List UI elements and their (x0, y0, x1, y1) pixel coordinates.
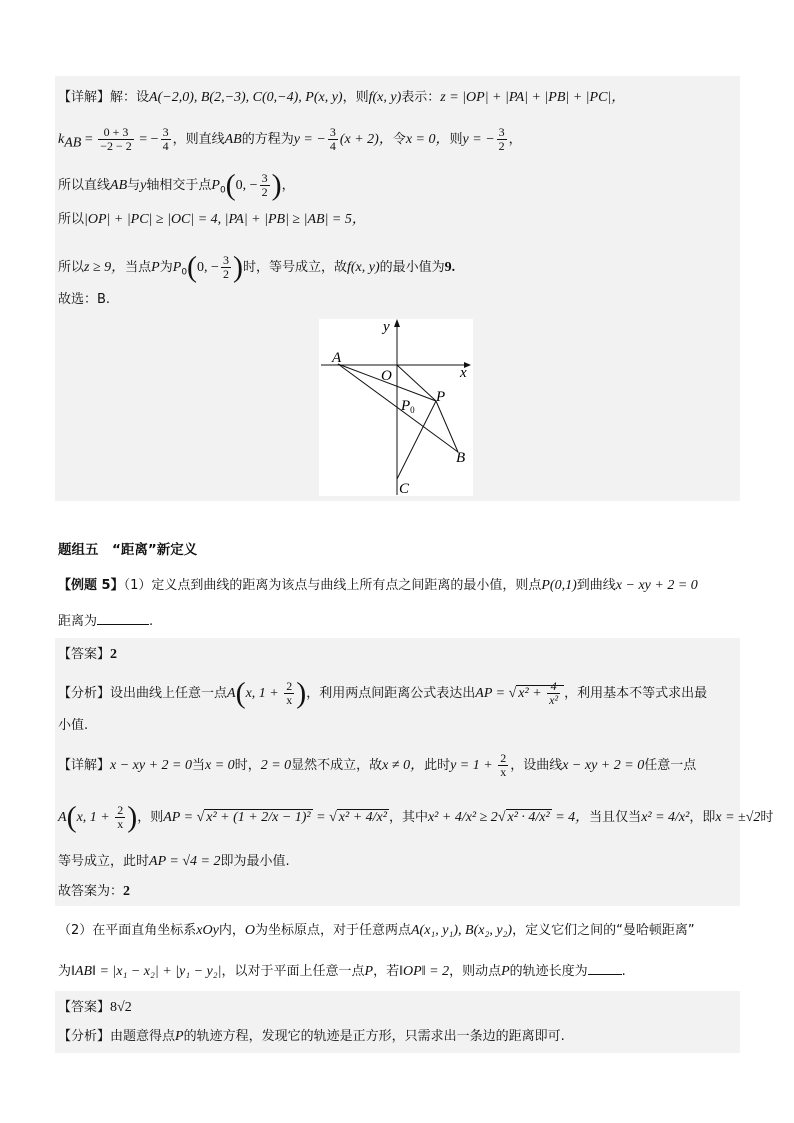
answer1-line: 【答案】2 (58, 647, 118, 662)
analysis1-line-1: 【分析】设出曲线上任意一点A(x, 1 + $\frac{2}{x}$ )，利用两点间距离公式表达出AP = √ x² + $\frac{4}{\text{x²}}$ ，利用基本不等式求出最 (58, 676, 708, 710)
label-B: B (456, 450, 466, 466)
answer-blank (97, 612, 149, 625)
detail-line-3: 所以直线AB与y轴相交于点$P_0(0$, − $\frac{3}{2}$ )， (58, 168, 295, 202)
y-axis-arrow (394, 319, 400, 327)
final-answer-1: 故答案为：2 (58, 884, 131, 899)
label-x: x (460, 365, 467, 381)
detail-line-4: 所以|OP| + |PC| ≥ |OC| = 4, |PA| + |PB| ≥ |AB| = 5， (58, 212, 366, 227)
detail-line-2: $k_{AB}$ = $\frac{0 + 3}{-2 - 2}$ = − $\frac{3}{4}$ ，则直线AB的方程为y = − $\frac{3}{4}$ (x + 2)，令x = 0，则y = − $\frac{3}{2}$ ， (58, 125, 522, 153)
choose-line: 故选：B. (58, 292, 111, 307)
detail2-line-2: A(x, 1 + $\frac{2}{x}$ )，则AP = √ x² + (1 + 2/x − 1)² = √ x² + 4/x² ，其中x² + 4/x² ≥ 2√ x² · 4/x² = 4，当且仅当x² = 4/x²，即x = ±√2时 (58, 800, 774, 834)
label-P0: $P_0$ (401, 398, 415, 415)
label-y: y (383, 319, 390, 335)
fraction: $\frac{0 + 3}{-2 - 2}$ (100, 125, 132, 153)
detail-tag: 【详解】 (58, 90, 111, 105)
geometry-figure (319, 319, 473, 496)
detail-line-1: 【详解】解：设A(−2,0), B(2,−3), C(0,−4), P(x, y)，则f(x, y)表示：z = |OP| + |PA| + |PB| + |PC|， (58, 90, 626, 105)
example5-line-1: 【例题 5】（1）定义点到曲线的距离为该点与曲线上所有点之间距离的最小值，则点P(0,1)到曲线x − xy + 2 = 0 (58, 578, 698, 593)
detail-line-5: 所以z ≥ 9，当点P为$P_0(0$, − $\frac{3}{2}$ )时，等号成立，故f(x, y)的最小值为9. (58, 250, 456, 284)
answer-blank-2 (588, 962, 622, 975)
detail2-line-1: 【详解】x − xy + 2 = 0当x = 0时，2 = 0显然不成立，故x ≠ 0，此时y = 1 + $\frac{2}{x}$ ，设曲线x − xy + 2 = 0任意一点 (58, 751, 697, 779)
segment-OP (397, 365, 436, 401)
section-title: 题组五 “距离”新定义 (58, 542, 198, 558)
part2-line-2: 为‖AB‖ = |x₁ − x₂| + |y₁ − y₂|，以对于平面上任意一点P，若‖OP‖ = 2，则动点P的轨迹长度为 . (58, 964, 626, 979)
segment-AB (338, 364, 458, 452)
label-A: A (332, 350, 342, 366)
figure-svg (319, 319, 473, 496)
analysis2-line: 【分析】由题意得点P的轨迹方程，发现它的轨迹是正方形，只需求出一条边的距离即可. (58, 1029, 565, 1044)
label-O: O (381, 368, 392, 384)
analysis1-line-2: 小值. (58, 718, 89, 733)
part2-line-1: （2）在平面直角坐标系xOy内，O为坐标原点，对于任意两点A(x₁, y₁), B(x₂, y₂)，定义它们之间的“曼哈顿距离” (58, 923, 695, 938)
label-C: C (399, 481, 410, 496)
label-P: P (436, 389, 446, 405)
detail2-line-3: 等号成立，此时AP = √4 = 2即为最小值. (58, 854, 290, 869)
answer2-line: 【答案】8√2 (58, 1000, 132, 1015)
example5-line-2: 距离为 . (58, 614, 154, 629)
